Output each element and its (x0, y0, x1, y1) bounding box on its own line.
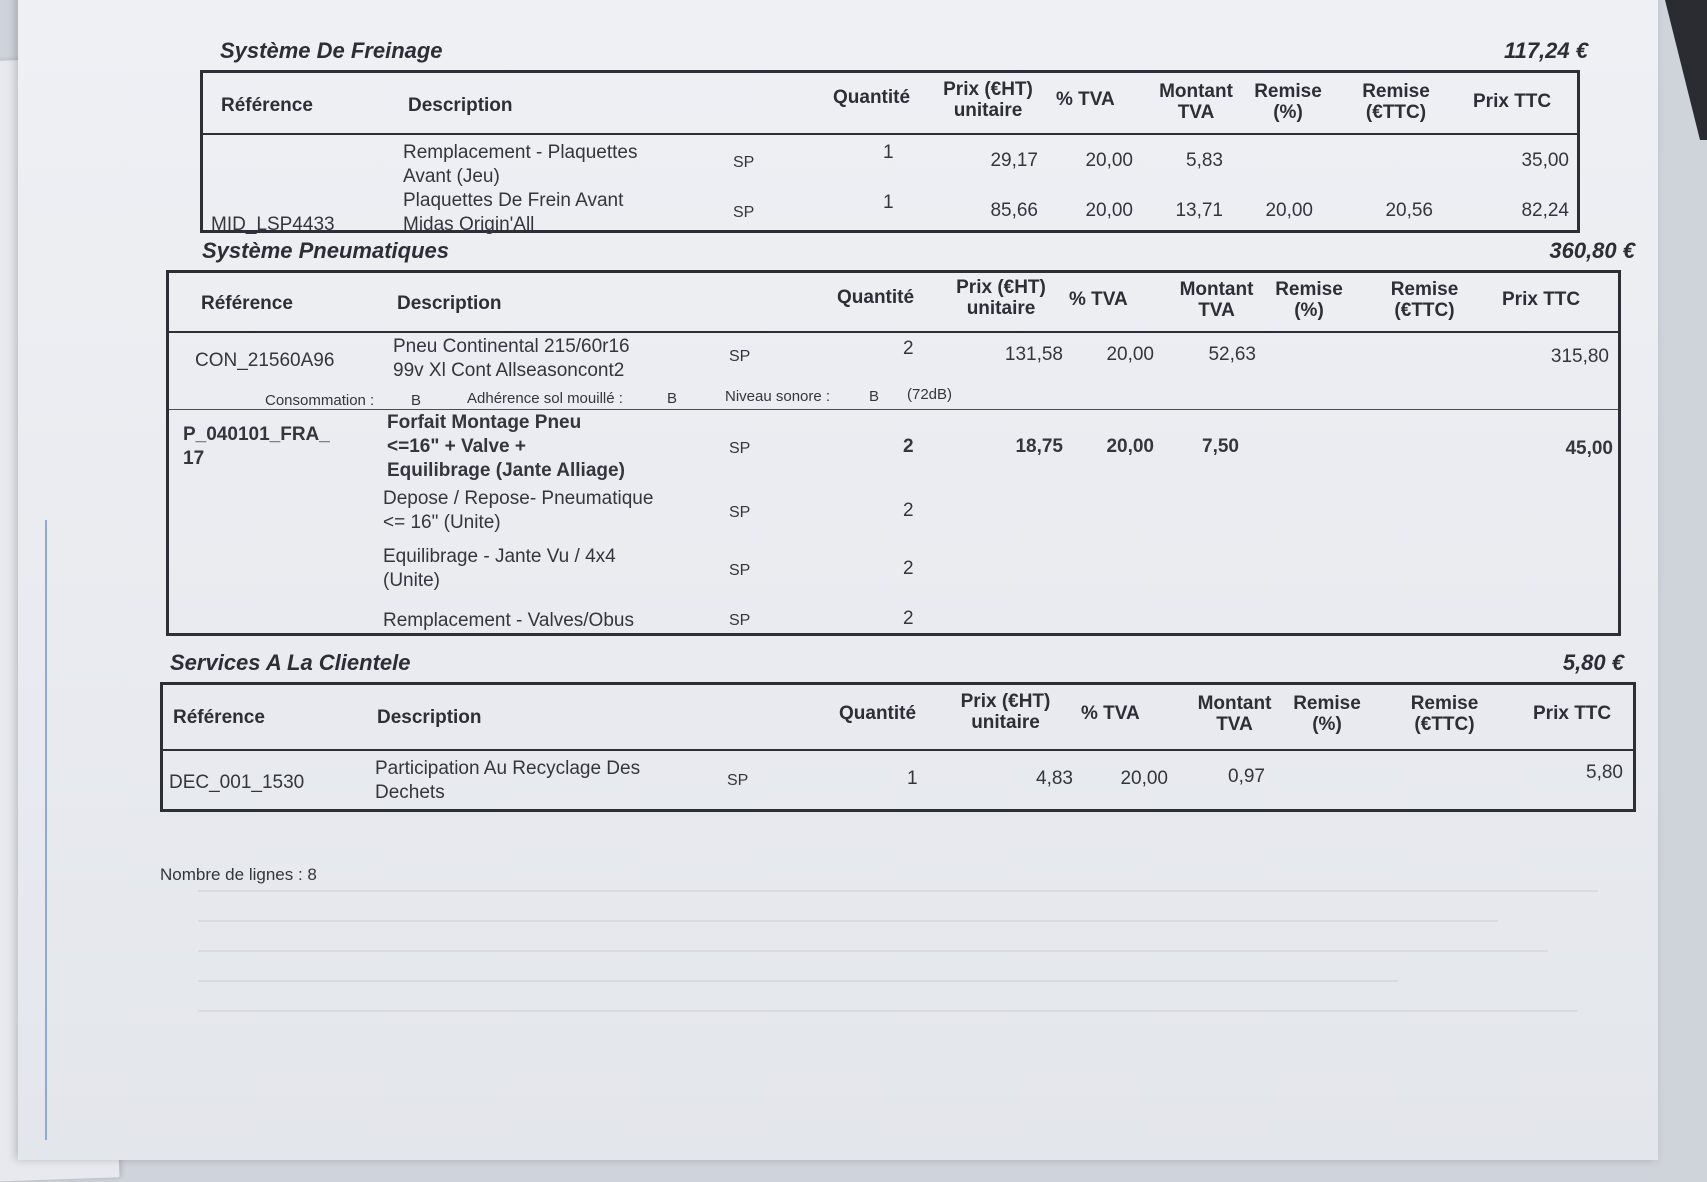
cell-prix-ttc: 5,80 (1586, 762, 1623, 783)
desc-line: Dechets (375, 782, 445, 803)
niveau-sonore-label: Niveau sonore : (725, 388, 831, 405)
desc-line: Plaquettes De Frein Avant (403, 190, 624, 211)
header-prix-line2: unitaire (971, 712, 1040, 733)
header-remise-pct (1248, 81, 1328, 123)
section-title: Services A La Clientele (170, 650, 411, 675)
header-prix-line1: Prix (€HT) (960, 691, 1051, 712)
header-prix-ttc: Prix TTC (1533, 703, 1612, 724)
header-remisettc-line2: (€TTC) (1394, 300, 1455, 321)
header-quantite: Quantité (837, 287, 915, 308)
cell-unit: SP (729, 612, 751, 629)
cell-quantite: 1 (907, 768, 918, 789)
desc-line: Equilibrage (Jante Alliage) (387, 460, 625, 481)
header-remisettc-line1: Remise (1390, 279, 1459, 300)
header-remise-ttc (1377, 279, 1472, 321)
ref-line: 17 (183, 448, 205, 469)
header-montant-line1: Montant (1197, 693, 1272, 714)
cell-description (403, 141, 637, 189)
cell-reference (183, 423, 330, 471)
cell-unit: SP (729, 348, 751, 365)
cell-prix-ttc: 82,24 (1521, 200, 1569, 221)
header-prix-ttc: Prix TTC (1502, 289, 1581, 310)
faint-text-line (198, 950, 1548, 952)
header-remise-pct (1287, 693, 1367, 735)
cell-quantite: 2 (903, 558, 914, 579)
cell-description (383, 487, 653, 535)
cell-montant-tva: 7,50 (1202, 436, 1239, 457)
items-table (160, 682, 1636, 812)
header-tva: % TVA (1069, 289, 1128, 310)
table-header (203, 73, 1577, 135)
cell-remise-ttc: 20,56 (1385, 200, 1433, 221)
header-prix-unitaire (943, 691, 1068, 733)
header-prix-unitaire (941, 277, 1061, 319)
cell-unit: SP (733, 154, 755, 171)
row-separator (169, 409, 1618, 410)
paper-edge-line (45, 520, 47, 1140)
section-total: 360,80 € (1549, 238, 1635, 263)
header-prix-line2: unitaire (966, 298, 1036, 319)
desc-line: 99v Xl Cont Allseasoncont2 (393, 360, 625, 381)
cell-description (383, 545, 616, 593)
cell-prix-ttc: 45,00 (1565, 438, 1613, 459)
header-tva: % TVA (1056, 89, 1115, 110)
line-count: Nombre de lignes : 8 (160, 865, 317, 884)
header-description: Description (377, 707, 482, 728)
cell-unit: SP (729, 440, 751, 457)
header-remise-line1: Remise (1254, 81, 1322, 102)
cell-unit: SP (727, 772, 749, 789)
header-prix-line1: Prix (€HT) (943, 79, 1033, 100)
cell-tva: 20,00 (1085, 150, 1133, 171)
section-pneumatiques (166, 238, 1635, 638)
cell-montant-tva: 52,63 (1208, 344, 1256, 365)
header-prix-line2: unitaire (953, 100, 1023, 121)
cell-montant-tva: 5,83 (1186, 150, 1223, 171)
cell-reference: MID_LSP4433 (211, 214, 335, 235)
desc-line: (Unite) (383, 570, 441, 591)
cell-unit: SP (733, 204, 755, 221)
cell-description (393, 335, 630, 383)
header-remisettc-line2: (€TTC) (1365, 102, 1427, 123)
cell-prix: 131,58 (1004, 344, 1063, 365)
header-montant-line2: TVA (1198, 300, 1235, 321)
header-remisettc-line1: Remise (1362, 81, 1430, 102)
section-title: Système Pneumatiques (202, 238, 449, 263)
cell-unit: SP (729, 562, 751, 579)
header-montant-tva (1187, 693, 1282, 735)
faint-text-line (198, 1010, 1578, 1012)
cell-description (375, 757, 640, 805)
header-tva: % TVA (1081, 703, 1140, 724)
conso-label: Consommation : (265, 392, 375, 409)
cell-description (403, 189, 623, 237)
desc-line: Midas Origin'All (403, 214, 535, 235)
header-montant-line1: Montant (1159, 81, 1233, 102)
cell-description: Remplacement - Valves/Obus (383, 610, 634, 631)
header-montant-tva (1169, 279, 1264, 321)
header-remise-pct (1269, 279, 1349, 321)
faint-text-line (198, 980, 1398, 982)
niveau-sonore-value: B (869, 388, 880, 405)
items-table (166, 270, 1621, 636)
conso-value: B (411, 392, 422, 409)
cell-quantite: 2 (903, 436, 914, 457)
items-table (200, 70, 1580, 233)
header-reference: Référence (201, 293, 293, 314)
header-prix-unitaire (933, 79, 1043, 121)
cell-reference: CON_21560A96 (195, 350, 335, 371)
header-remise-ttc (1397, 693, 1492, 735)
cell-prix: 18,75 (1015, 436, 1063, 457)
cell-description (387, 411, 625, 483)
desc-line: Avant (Jeu) (403, 166, 500, 187)
header-quantite: Quantité (833, 87, 911, 108)
cell-montant-tva: 0,97 (1228, 766, 1265, 787)
header-montant-line2: TVA (1177, 102, 1215, 123)
adherence-label: Adhérence sol mouillé : (467, 390, 623, 407)
cell-quantite: 1 (883, 192, 894, 213)
desc-line: <=16" + Valve + (387, 436, 526, 457)
header-montant-line2: TVA (1216, 714, 1253, 735)
desc-line: Remplacement - Plaquettes (403, 142, 638, 163)
header-montant-tva (1151, 81, 1241, 123)
desc-line: Participation Au Recyclage Des (375, 758, 641, 779)
header-remise-line1: Remise (1293, 693, 1361, 714)
cell-unit: SP (729, 504, 751, 521)
cell-prix-ttc: 315,80 (1550, 346, 1609, 367)
cell-quantite: 1 (883, 142, 894, 163)
cell-quantite: 2 (903, 608, 914, 629)
header-remisettc-line1: Remise (1410, 693, 1479, 714)
cell-prix-ttc: 35,00 (1521, 150, 1569, 171)
cell-reference: DEC_001_1530 (169, 772, 305, 793)
cell-quantite: 2 (903, 338, 914, 359)
desc-line: <= 16" (Unite) (383, 512, 501, 533)
cell-remise: 20,00 (1265, 200, 1313, 221)
cell-tva: 20,00 (1120, 768, 1168, 789)
header-remise-line2: (%) (1312, 714, 1342, 735)
header-remisettc-line2: (€TTC) (1414, 714, 1475, 735)
desc-line: Depose / Repose- Pneumatique (383, 488, 654, 509)
ref-line: P_040101_FRA_ (183, 424, 330, 445)
cell-tva: 20,00 (1106, 436, 1154, 457)
cell-montant-tva: 13,71 (1175, 200, 1223, 221)
header-reference: Référence (173, 707, 265, 728)
header-remise-line1: Remise (1275, 279, 1343, 300)
header-description: Description (408, 95, 513, 116)
header-remise-ttc (1351, 81, 1441, 123)
section-total: 5,80 € (1562, 650, 1624, 675)
desc-line: Pneu Continental 215/60r16 (393, 336, 630, 357)
cell-prix: 4,83 (1036, 768, 1073, 789)
faint-text-line (198, 890, 1598, 892)
cell-tva: 20,00 (1106, 344, 1154, 365)
section-freinage (200, 38, 1588, 235)
cell-tva: 20,00 (1085, 200, 1133, 221)
cell-quantite: 2 (903, 500, 914, 521)
section-title: Système De Freinage (220, 38, 443, 63)
adherence-value: B (667, 390, 678, 407)
header-description: Description (397, 293, 502, 314)
header-prix-ttc: Prix TTC (1473, 91, 1552, 112)
desc-line: Forfait Montage Pneu (387, 412, 582, 433)
cell-prix: 85,66 (990, 200, 1038, 221)
header-montant-line1: Montant (1179, 279, 1254, 300)
header-reference: Référence (221, 95, 313, 116)
table-header (163, 685, 1633, 751)
header-prix-line1: Prix (€HT) (956, 277, 1046, 298)
faint-text-line (198, 920, 1498, 922)
table-header (169, 273, 1618, 333)
cell-prix: 29,17 (990, 150, 1038, 171)
section-services (160, 650, 1636, 820)
desc-line: Equilibrage - Jante Vu / 4x4 (383, 546, 616, 567)
section-total: 117,24 € (1503, 38, 1588, 63)
header-quantite: Quantité (839, 703, 917, 724)
niveau-sonore-db: (72dB) (907, 386, 953, 403)
header-remise-line2: (%) (1273, 102, 1303, 123)
header-remise-line2: (%) (1294, 300, 1324, 321)
